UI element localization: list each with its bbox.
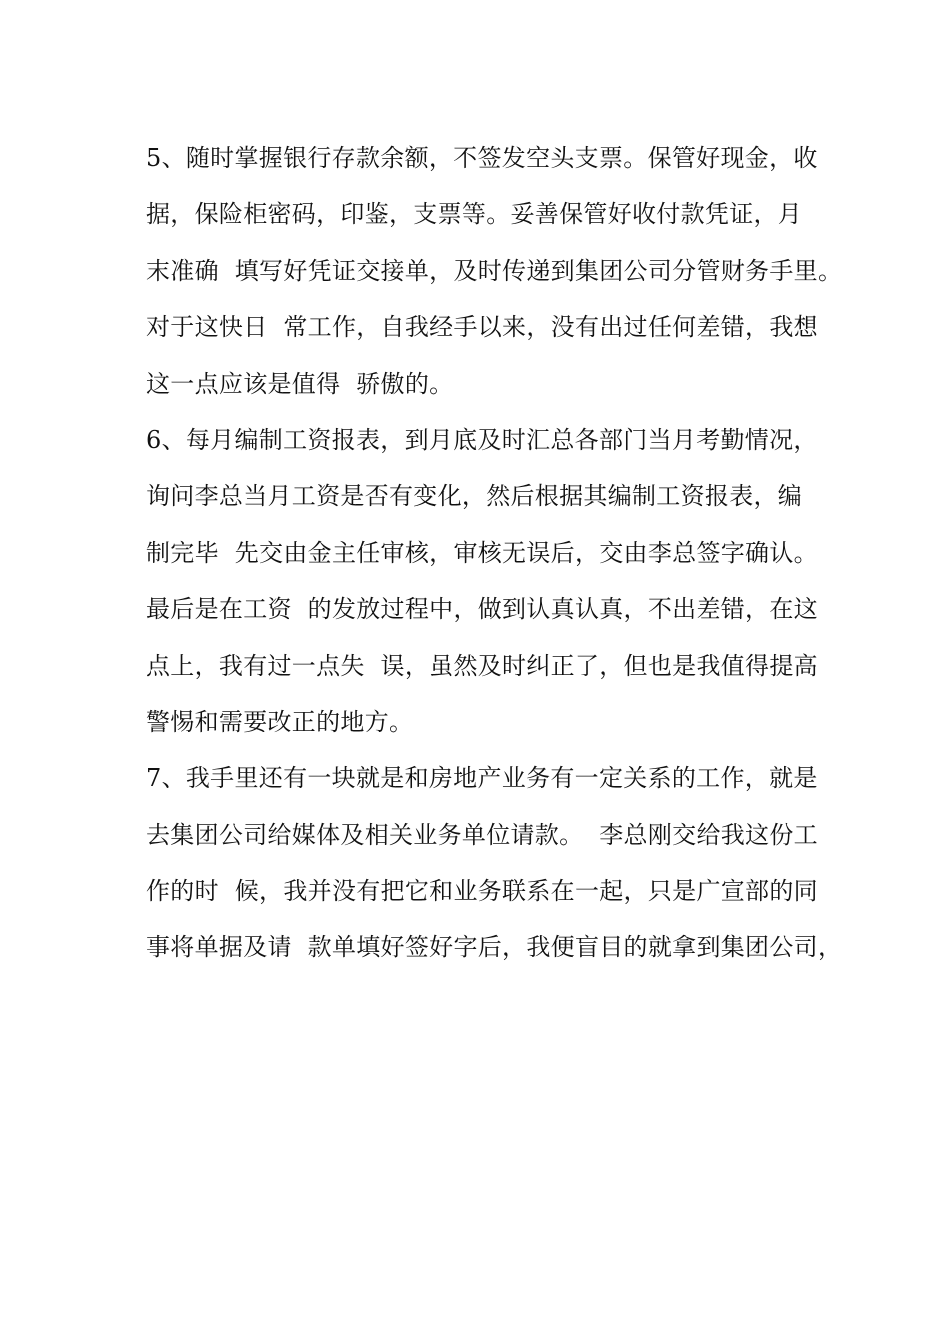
- text-line: 作的时 候，我并没有把它和业务联系在一起，只是广宣部的同: [146, 877, 818, 906]
- text-line: 事将单据及请 款单填好签好字后，我便盲目的就拿到集团公司，: [146, 933, 843, 962]
- text-line: 5、随时掌握银行存款余额，不签发空头支票。保管好现金，收: [146, 144, 818, 172]
- text-line: 询问李总当月工资是否有变化，然后根据其编制工资报表，编: [146, 482, 803, 511]
- text-line: 点上，我有过一点失 误，虽然及时纠正了，但也是我值得提高: [146, 651, 818, 680]
- text-line: 对于这快日 常工作，自我经手以来，没有出过任何差错，我想: [146, 313, 818, 342]
- text-line: 据，保险柜密码，印鉴，支票等。妥善保管好收付款凭证，月: [146, 200, 803, 229]
- text-line: 制完毕 先交由金主任审核，审核无误后，交由李总签字确认。: [146, 538, 818, 567]
- text-line: 6、每月编制工资报表，到月底及时汇总各部门当月考勤情况，: [146, 425, 818, 454]
- text-line: 去集团公司给媒体及相关业务单位请款。 李总刚交给我这份工: [146, 820, 818, 849]
- document-body: [146, 130, 843, 976]
- text-line: 警惕和需要改正的地方。: [146, 707, 414, 736]
- text-line: 这一点应该是值得 骄傲的。: [146, 369, 454, 398]
- text-line: 最后是在工资 的发放过程中，做到认真认真，不出差错，在这: [146, 595, 818, 624]
- text-line: 末准确 填写好凭证交接单，及时传递到集团公司分管财务手里。: [146, 256, 843, 285]
- text-line: 7、我手里还有一块就是和房地产业务有一定关系的工作，就是: [146, 764, 818, 793]
